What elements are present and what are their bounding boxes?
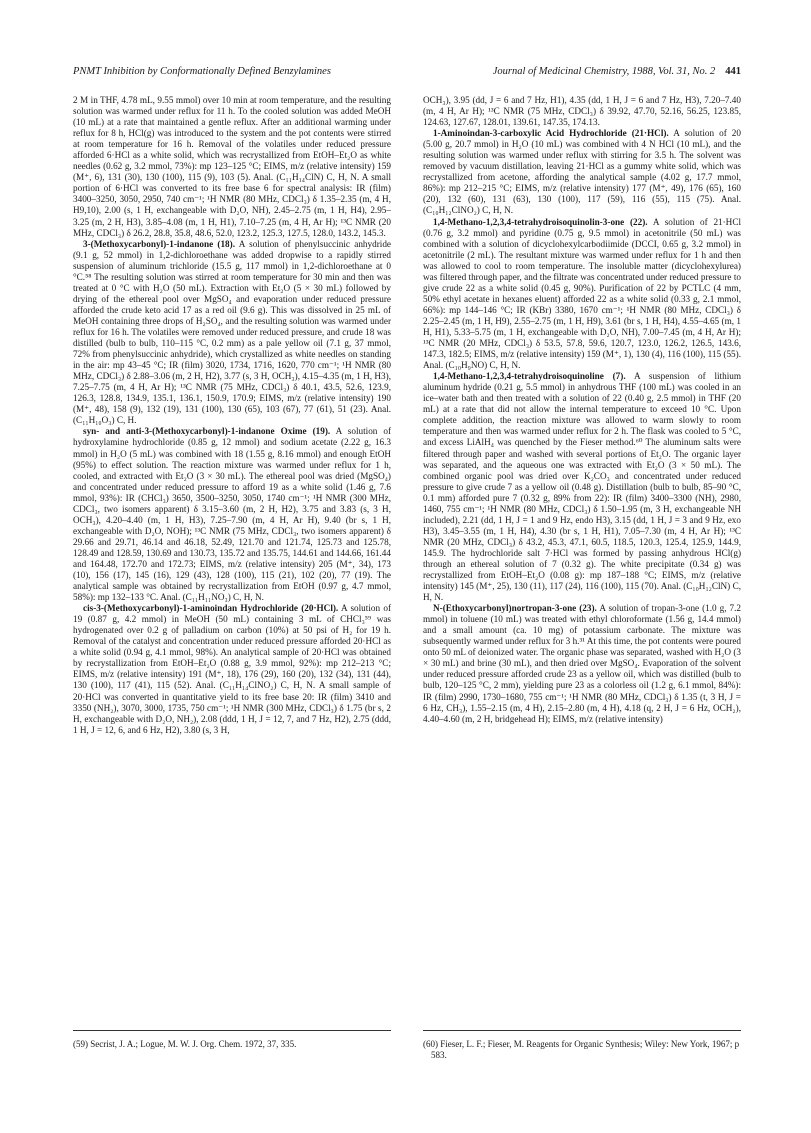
paragraph-text: A solution of 21·HCl (0.76 g, 3.2 mmol) and pyridine (0.75 g, 9.5 mmol) in acetonitrile (50 mL) was combined with a solution of dicyclohexylcarbodiimide (DCCI, 0.65 g, 3.2 mmol) in acetonitrile (2 mL). The resultant mixture was warmed under reflux for 1 h and then was allowed to cool to room temperature. The insoluble matter (dicyclohexylurea) was filtered through paper, and the filtrate was concentrated under reduced pressure to give crude 22 as a white solid (0.45 g, 90%). Purification of 22 by PCTLC (4 mm, 50% ethyl acetate in hexanes eluent) afforded 22 as a white solid (0.33 g, 2.1 mmol, 66%): mp 144–146 °C; IR (KBr) 3380, 1670 cm⁻¹; ¹H NMR (80 MHz, CDCl₃) δ 2.25–2.45 (m, 1 H, H9), 2.55–2.75 (m, 1 H, H9), 3.61 (br s, 1 H, H4), 4.55–4.65 (m, 1 H, H1), 5.33–5.75 (m, 1 H, exchangeable with D₂O, NH), 7.00–7.45 (m, 4 H, Ar H); ¹³C NMR (20 MHz, CDCl₃) δ 53.5, 57.8, 59.6, 120.7, 123.0, 126.2, 126.5, 143.6, 147.3, 182.5; EIMS, m/z (relative intensity) 159 (M⁺, 1), 130 (4), 116 (100), 115 (55). Anal. (C₁₀H₉NO) C, H, N. (423, 216, 742, 371)
compound-heading: 1,4-Methano-1,2,3,4-tetrahydroisoquinolin-3-one (22). (433, 216, 648, 227)
paragraph (423, 95, 741, 128)
paragraph-text: A solution of 19 (0.87 g, 4.2 mmol) in MeOH (50 mL) containing 3 mL of CHCl₃⁵⁹ was hydrogenated over 0.2 g of palladium on carbon (10%) at 50 psi of H₂ for 19 h. Removal of the catalyst and concentration under reduced pressure afforded 20·HCl as a white solid (0.94 g, 4.1 mmol, 98%). An analytical sample of 20·HCl was obtained by recrystallization from EtOH–Et₂O (0.88 g, 3.9 mmol, 92%): mp 212–213 °C; EIMS, m/z (relative intensity) 191 (M⁺, 18), 176 (29), 160 (20), 132 (34), 131 (44), 130 (100), 117 (41), 115 (52). Anal. (C₁₁H₁₄ClNO₂) C, H, N. A small sample of 20·HCl was converted in quantitative yield to its free base 20: IR (film) 3410 and 3350 (NH₂), 3070, 3000, 1735, 750 cm⁻¹; ¹H NMR (300 MHz, CDCl₃) δ 1.75 (br s, 2 H, exchangeable with D₂O, NH₂), 2.08 (ddd, 1 H, J = 12, 7, and 7 Hz, H2), 2.75 (ddd, 1 H, J = 12, 6, and 6 Hz, H2), 3.80 (s, 3 H, (73, 603, 392, 735)
journal-citation (493, 66, 741, 77)
page-number: 441 (725, 66, 741, 77)
paragraph-text: A solution of tropan-3-one (1.0 g, 7.2 mmol) in toluene (10 mL) was treated with ethyl chloroformate (1.56 g, 14.4 mmol) and a small amount (ca. 10 mg) of potassium carbonate. The mixture was subsequently warmed under reflux for 3 h.³¹ At this time, the pot contents were poured onto 50 mL of deionized water. The organic phase was separated, washed with H₂O (3 × 30 mL) and brine (30 mL), and then dried over MgSO₄. Evaporation of the solvent under reduced pressure afforded crude 23 as a yellow oil, which was distilled (bulb to bulb, 120–125 °C, 2 mm), yielding pure 23 as a colorless oil (1.2 g, 6.1 mmol, 84%): IR (film) 2990, 1730–1680, 755 cm⁻¹; ¹H NMR (80 MHz, CDCl₃) δ 1.35 (t, 3 H, J = 6 Hz, CH₃), 1.55–2.15 (m, 4 H), 2.15–2.80 (m, 4 H), 4.18 (q, 2 H, J = 6 Hz, OCH₂), 4.40–4.60 (m, 2 H, bridgehead H); EIMS, m/z (relative intensity) (423, 603, 741, 724)
footnote: (59) Secrist, J. A.; Logue, M. W. J. Org. Chem. 1972, 37, 335. (73, 1039, 297, 1049)
running-header (73, 66, 741, 82)
compound-heading: N-(Ethoxycarbonyl)nortropan-3-one (23). (433, 603, 597, 614)
paragraph (73, 95, 391, 239)
paragraph-text: A solution of 20 (5.00 g, 20.7 mmol) in H₂O (10 mL) was combined with 4 N HCl (10 mL), and the resulting solution was warmed under reflux with stirring for 3.5 h. The solvent was removed by vacuum distillation, leaving 21·HCl as a gummy white solid, which was recrystallized from acetone, affording the analytical sample (4.02 g, 17.7 mmol, 86%): mp 212–215 °C; EIMS, m/z (relative intensity) 177 (M⁺, 49), 176 (65), 160 (20), 132 (60), 131 (63), 130 (100), 117 (59), 116 (55), 115 (75). Anal. (C₁₀H₁₂ClNO₂) C, H, N. (423, 128, 741, 216)
paragraph (423, 371, 741, 603)
paragraph-text: A solution of phenylsuccinic anhydride (9.1 g, 52 mmol) in 1,2-dichloroethane was added dropwise to a rapidly stirred suspension of aluminum trichloride (15.5 g, 117 mmol) in 1,2-dichloroethane at 0 °C.⁵⁸ The resulting solution was stirred at room temperature for 30 min and then was treated at 0 °C with H₂O (50 mL). Extraction with Et₂O (5 × 30 mL) followed by drying of the ethereal pool over MgSO₄ and evaporation under reduced pressure afforded the crude keto acid 17 as a red oil (9.6 g). This was dissolved in 25 mL of MeOH containing three drops of H₂SO₄, and the resulting solution was warmed under reflux for 16 h. The volatiles were removed under reduced pressure, and crude 18 was distilled (bulb to bulb, 110–115 °C, 0.2 mm) as a pale yellow oil (7.1 g, 37 mmol, 72% from phenylsuccinic anhydride), which crystallized as white needles on standing in the air: mp 43–45 °C; IR (film) 3020, 1734, 1716, 1620, 770 cm⁻¹; ¹H NMR (80 MHz, CDCl₃) δ 2.88–3.06 (m, 2 H, H2), 3.77 (s, 3 H, OCH₃), 4.15–4.35 (m, 1 H, H3), 7.25–7.75 (m, 4 H, Ar H); ¹³C NMR (75 MHz, CDCl₃) δ 40.1, 43.5, 52.6, 123.9, 126.3, 128.8, 134.9, 135.1, 136.1, 150.9, 170.9; EIMS, m/z (relative intensity) 190 (M⁺, 48), 158 (9), 132 (19), 131 (100), 130 (65), 103 (67), 77 (61), 51 (23). Anal. (C₁₁H₁₀O₃) C, H. (73, 238, 391, 426)
footnotes-right (423, 1030, 741, 1061)
footnote-divider (423, 1030, 741, 1031)
running-title: PNMT Inhibition by Conformationally Defined Benzylamines (73, 66, 331, 77)
paragraph (73, 603, 391, 736)
footnotes-left (73, 1030, 391, 1050)
compound-heading: cis-3-(Methoxycarbonyl)-1-aminoindan Hydrochloride (20·HCl). (83, 603, 339, 614)
paragraph (423, 128, 741, 216)
compound-heading: 3-(Methoxycarbonyl)-1-indanone (18). (83, 238, 236, 249)
paragraph (423, 217, 741, 372)
journal-name: Journal of Medicinal Chemistry, 1988, Vol. 31, No. 2 (492, 66, 716, 77)
footnote: (60) Fieser, L. F.; Fieser, M. Reagents for Organic Synthesis; Wiley: New York, 1967; p 583. (423, 1039, 740, 1060)
left-column (73, 95, 391, 736)
paragraph-text: OCH₃), 3.95 (dd, J = 6 and 7 Hz, H1), 4.35 (dd, 1 H, J = 6 and 7 Hz, H3), 7.20–7.40 (m, 4 H, Ar H); ¹³C NMR (75 MHz, CDCl₃) δ 39.92, 47.70, 52.16, 56.25, 123.85, 124.63, 127.67, 128.01, 139.61, 147.35, 174.13. (423, 95, 741, 128)
paragraph-text: A suspension of lithium aluminum hydride (0.21 g, 5.5 mmol) in anhydrous THF (100 mL) was cooled in an ice–water bath and then treated with a solution of 22 (0.40 g, 2.5 mmol) in THF (20 mL) at a rate that did not allow the internal temperature to exceed 10 °C. Upon complete addition, the reaction mixture was allowed to warm slowly to room temperature and then was warmed under reflux for 2 h. The flask was cooled to 5 °C, and excess LiAlH₄ was quenched by the Fieser method.⁶⁰ The aluminum salts were filtered through paper and washed with several portions of Et₂O. The organic layer was separated, and the aqueous one was extracted with Et₂O (3 × 50 mL). The combined organic pool was dried over K₂CO₃ and concentrated under reduced pressure to give crude 7 as a yellow oil (0.48 g). Distillation (bulb to bulb, 85–90 °C, 0.1 mm) afforded pure 7 (0.32 g, 89% from 22): IR (film) 3400–3300 (NH), 2980, 1460, 755 cm⁻¹; ¹H NMR (80 MHz, CDCl₃) δ 1.50–1.95 (m, 3 H, exchangeable NH included), 2.21 (dd, 1 H, J = 1 and 9 Hz, endo H3), 3.15 (dd, 1 H, J = 3 and 9 Hz, exo H3), 3.45–3.55 (m, 1 H, H4), 4.30 (br s, 1 H, H1), 7.05–7.30 (m, 4 H, Ar H); ¹³C NMR (20 MHz, CDCl₃) δ 43.2, 45.3, 47.1, 60.5, 118.5, 120.3, 125.4, 125.9, 144.9, 145.9. The hydrochloride salt 7·HCl was formed by passing anhydrous HCl(g) through an ethereal solution of 7 (0.32 g). The white precipitate (0.34 g) was recrystallized from EtOH–Et₂O (0.08 g): mp 187–188 °C; EIMS, m/z (relative intensity) 145 (M⁺, 25), 130 (11), 117 (24), 116 (100), 115 (70). Anal. (C₁₀H₁₂ClN) C, H, N. (423, 371, 741, 603)
right-column (423, 95, 741, 725)
paragraph (73, 239, 391, 427)
paragraph-text: A solution of hydroxylamine hydrochloride (0.85 g, 12 mmol) and sodium acetate (2.22 g, 16.3 mmol) in H₂O (5 mL) was combined with 18 (1.55 g, 8.16 mmol) and enough EtOH (95%) to effect solution. The reaction mixture was warmed under reflux for 1 h, cooled, and extracted with Et₂O (3 × 30 mL). The ethereal pool was dried (MgSO₄) and concentrated under reduced pressure to afford 19 as a white solid (1.46 g, 7.6 mmol, 93%): IR (CHCl₃) 3650, 3500–3250, 3050, 1740 cm⁻¹; ¹H NMR (300 MHz, CDCl₃, two isomers apparent) δ 3.15–3.60 (m, 2 H, H2), 3.75 and 3.83 (s, 3 H, OCH₃), 4.20–4.40 (m, 1 H, H3), 7.25–7.90 (m, 4 H, Ar H), 9.40 (br s, 1 H, exchangeable with D₂O, NOH); ¹³C NMR (75 MHz, CDCl₃, two isomers apparent) δ 29.66 and 29.71, 46.14 and 46.18, 52.49, 121.70 and 121.74, 125.73 and 125.78, 128.49 and 128.59, 130.69 and 130.73, 135.72 and 135.75, 144.61 and 144.66, 161.44 and 164.48, 172.70 and 172.73; EIMS, m/z (relative intensity) 205 (M⁺, 34), 173 (10), 156 (17), 145 (16), 129 (43), 128 (100), 115 (21), 102 (20), 77 (19). The analytical sample was obtained by recrystallization from EtOH (0.97 g, 4.7 mmol, 58%): mp 132–133 °C. Anal. (C₁₁H₁₁NO₃) C, H, N. (73, 426, 392, 603)
footnote-divider (73, 1030, 391, 1031)
compound-heading: 1-Aminoindan-3-carboxylic Acid Hydrochloride (21·HCl). (433, 128, 669, 139)
compound-heading: syn- and anti-3-(Methoxycarbonyl)-1-indanone Oxime (19). (83, 426, 331, 437)
compound-heading: 1,4-Methano-1,2,3,4-tetrahydroisoquinoline (7). (433, 371, 626, 382)
paragraph (73, 426, 391, 603)
paragraph (423, 603, 741, 725)
paragraph-text: 2 M in THF, 4.78 mL, 9.55 mmol) over 10 min at room temperature, and the resulting solution was warmed under reflux for 11 h. To the cooled solution was added MeOH (10 mL) at a rate that maintained a gentle reflux. After an additional warming under reflux for 8 h, HCl(g) was introduced to the system and the pot contents were stirred at room temperature for 16 h. Removal of the volatiles under reduced pressure afforded 6·HCl as a white solid, which was recrystallized from EtOH–Et₂O as white needles (0.62 g, 3.2 mmol, 73%): mp 123–125 °C; EIMS, m/z (relative intensity) 159 (M⁺, 6), 131 (30), 130 (100), 115 (9), 103 (5). Anal. (C₁₁H₁₄ClN) C, H, N. A small portion of 6·HCl was converted to its free base 6 for spectral analysis: IR (film) 3400–3250, 3050, 2950, 740 cm⁻¹; ¹H NMR (80 MHz, CDCl₃) δ 1.35–2.35 (m, 4 H, H9,10), 2.00 (s, 1 H, exchangeable with D₂O, NH), 2.45–2.75 (m, 1 H, H4), 2.95–3.25 (m, 2 H, H3), 3.85–4.08 (m, 1 H, H1), 7.10–7.25 (m, 4 H, Ar H); ¹³C NMR (20 MHz, CDCl₃) δ 26.2, 28.8, 35.8, 48.6, 52.0, 123.2, 125.3, 127.5, 128.0, 143.2, 145.3. (73, 95, 391, 238)
